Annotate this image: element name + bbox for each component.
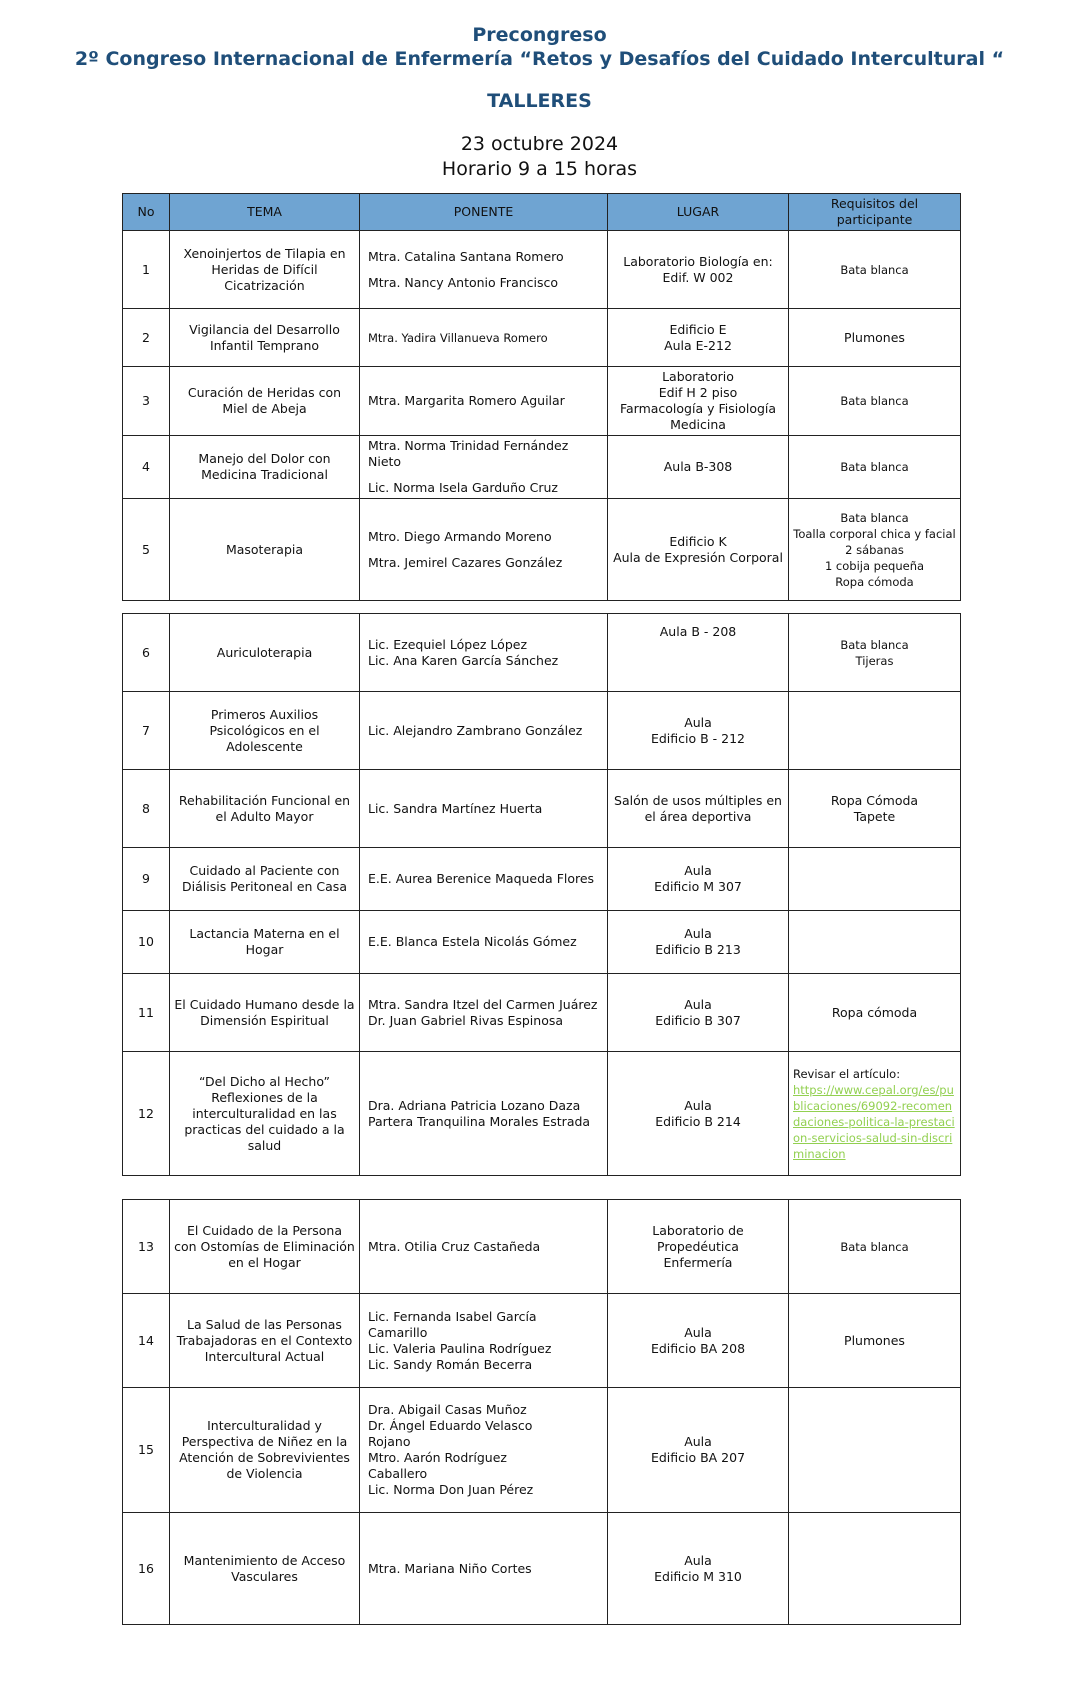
participant-requirements: [789, 848, 961, 911]
participant-requirements: [789, 974, 961, 1052]
workshop-topic: Mantenimiento de Acceso Vasculares: [170, 1513, 360, 1625]
col-lugar: LUGAR: [608, 194, 789, 231]
col-ponente: PONENTE: [360, 194, 608, 231]
table-row: [123, 499, 961, 601]
workshop-location: [608, 1052, 789, 1176]
row-number: 15: [123, 1388, 170, 1513]
speaker-line: E.E. Blanca Estela Nicolás Gómez: [368, 934, 577, 949]
location-line: Salón de usos múltiples en: [614, 792, 782, 808]
workshop-speakers: [360, 614, 608, 692]
row-number: 1: [123, 231, 170, 309]
section-title: TALLERES: [487, 90, 592, 112]
col-tema: TEMA: [170, 194, 360, 231]
workshop-speakers: [360, 436, 608, 499]
workshop-topic: “Del Dicho al Hecho” Reflexiones de la interculturalidad en las practicas del cuidado a la salud: [170, 1052, 360, 1176]
article-note: Revisar el artículo:: [793, 1066, 901, 1081]
workshop-topic: La Salud de las Personas Trabajadoras en el Contexto Intercultural Actual: [170, 1294, 360, 1388]
location-line: Propedéutica: [657, 1238, 739, 1254]
participant-requirements: [789, 436, 961, 499]
workshop-location: [608, 1200, 789, 1294]
location-line: Edificio M 307: [654, 879, 742, 894]
speaker-line: Mtra. Sandra Itzel del Carmen Juárez: [368, 996, 598, 1012]
workshops-table-1: [122, 193, 961, 601]
table-row: [123, 1052, 961, 1176]
row-number: 5: [123, 499, 170, 601]
location-line: Edif. W 002: [662, 269, 734, 285]
location-line: Aula: [684, 1434, 712, 1449]
speaker-line: Mtro. Aarón Rodríguez: [368, 1450, 507, 1465]
table-row: [123, 1294, 961, 1388]
participant-requirements: [789, 692, 961, 770]
workshop-topic: Vigilancia del Desarrollo Infantil Temprano: [170, 309, 360, 367]
workshop-location: [608, 911, 789, 974]
location-line: Edificio B 307: [655, 1012, 741, 1028]
speaker-line: Mtra. Norma Trinidad Fernández Nieto: [368, 438, 569, 469]
workshop-location: [608, 614, 789, 692]
workshop-speakers: [360, 770, 608, 848]
workshop-topic: Cuidado al Paciente con Diálisis Peritoneal en Casa: [170, 848, 360, 911]
location-line: Edificio BA 207: [650, 1450, 746, 1465]
speaker-line: Mtra. Otilia Cruz Castañeda: [368, 1238, 541, 1254]
location-line: Laboratorio: [662, 369, 734, 384]
location-line: Farmacología y Fisiología: [619, 401, 777, 416]
workshop-location: [608, 770, 789, 848]
location-line: Aula: [684, 863, 712, 878]
speaker-line: E.E. Aurea Berenice Maqueda Flores: [368, 871, 595, 886]
workshop-topic: Xenoinjertos de Tilapia en Heridas de Difícil Cicatrización: [170, 231, 360, 309]
requirement-line: Toalla corporal chica y facial: [793, 526, 956, 541]
location-line: Laboratorio Biología en:: [623, 253, 773, 269]
speaker-line: Lic. Ezequiel López López: [368, 636, 528, 652]
article-link[interactable]: https://www.cepal.org/es/publicaciones/69092-recomendaciones-politica-la-prestacion-servicios-salud-sin-discriminacion: [793, 1082, 955, 1161]
table-row: [123, 1200, 961, 1294]
location-line: Edificio BA 208: [650, 1340, 746, 1356]
speaker-line: Mtro. Diego Armando Moreno: [368, 528, 552, 544]
participant-requirements: [789, 309, 961, 367]
location-line: Aula B-308: [663, 459, 733, 474]
requirement-line: Ropa cómoda: [835, 574, 914, 589]
speaker-line: Lic. Valeria Paulina Rodríguez: [368, 1340, 552, 1356]
location-line: Aula: [684, 996, 712, 1012]
workshop-topic: El Cuidado Humano desde la Dimensión Espiritual: [170, 974, 360, 1052]
workshop-speakers: [360, 499, 608, 601]
speaker-line: Lic. Ana Karen García Sánchez: [368, 652, 559, 668]
workshop-speakers: [360, 309, 608, 367]
location-line: Edificio M 310: [654, 1568, 742, 1584]
workshop-topic: El Cuidado de la Persona con Ostomías de Eliminación en el Hogar: [170, 1200, 360, 1294]
speaker-line: Dra. Adriana Patricia Lozano Daza: [368, 1097, 581, 1113]
location-line: Aula: [684, 1552, 712, 1568]
location-line: Edif H 2 piso: [658, 385, 738, 400]
speaker-line: Lic. Alejandro Zambrano González: [368, 722, 583, 738]
location-line: Aula B - 208: [659, 624, 737, 639]
location-line: Edificio B 214: [655, 1113, 741, 1129]
speaker-line: Caballero: [368, 1466, 428, 1481]
speaker-line: Rojano: [368, 1434, 411, 1449]
workshop-topic: Masoterapia: [170, 499, 360, 601]
workshop-speakers: [360, 692, 608, 770]
speaker-line: Lic. Norma Isela Garduño Cruz: [368, 480, 558, 495]
workshop-location: [608, 1388, 789, 1513]
row-number: 2: [123, 309, 170, 367]
workshops-table-3: [122, 1199, 961, 1625]
speaker-line: Partera Tranquilina Morales Estrada: [368, 1113, 591, 1129]
workshop-speakers: [360, 1388, 608, 1513]
participant-requirements: [789, 1294, 961, 1388]
workshop-location: [608, 692, 789, 770]
requirement-line: Bata blanca: [840, 510, 909, 525]
requirement-line: Tijeras: [855, 653, 894, 668]
location-line: Aula: [684, 1097, 712, 1113]
speaker-line: Dr. Ángel Eduardo Velasco: [368, 1418, 533, 1433]
requirement-line: 2 sábanas: [845, 542, 904, 557]
location-line: Edificio B - 212: [650, 730, 746, 746]
workshop-topic: Auriculoterapia: [170, 614, 360, 692]
location-line: Aula: [684, 1324, 712, 1340]
participant-requirements: [789, 1052, 961, 1176]
workshops-table-2: [122, 613, 961, 1176]
row-number: 6: [123, 614, 170, 692]
table-row: [123, 367, 961, 436]
row-number: 12: [123, 1052, 170, 1176]
workshop-speakers: [360, 1294, 608, 1388]
workshop-topic: Manejo del Dolor con Medicina Tradicional: [170, 436, 360, 499]
participant-requirements: [789, 231, 961, 309]
workshop-topic: Interculturalidad y Perspectiva de Niñez en la Atención de Sobrevivientes de Violencia: [170, 1388, 360, 1513]
row-number: 4: [123, 436, 170, 499]
speaker-line: Mtra. Margarita Romero Aguilar: [368, 393, 565, 408]
requirement-line: Ropa cómoda: [831, 1004, 918, 1020]
requirement-line: Bata blanca: [840, 394, 909, 408]
speaker-line: Dr. Juan Gabriel Rivas Espinosa: [368, 1012, 564, 1028]
speaker-line: Camarillo: [368, 1324, 428, 1340]
requirement-line: Bata blanca: [840, 460, 909, 474]
workshop-speakers: [360, 974, 608, 1052]
row-number: 8: [123, 770, 170, 848]
speaker-line: Mtra. Catalina Santana Romero: [368, 248, 564, 264]
workshop-speakers: [360, 1200, 608, 1294]
participant-requirements: [789, 1388, 961, 1513]
speaker-line: Lic. Sandy Román Becerra: [368, 1356, 533, 1372]
speaker-line: Mtra. Jemirel Cazares González: [368, 554, 563, 570]
workshop-location: [608, 367, 789, 436]
workshop-speakers: [360, 848, 608, 911]
table-row: [123, 911, 961, 974]
workshop-speakers: [360, 231, 608, 309]
row-number: 16: [123, 1513, 170, 1625]
location-line: Edificio E: [669, 321, 727, 337]
row-number: 11: [123, 974, 170, 1052]
participant-requirements: [789, 770, 961, 848]
table-row: [123, 231, 961, 309]
participant-requirements: [789, 1200, 961, 1294]
speaker-line: Lic. Norma Don Juan Pérez: [368, 1482, 534, 1497]
row-number: 7: [123, 692, 170, 770]
participant-requirements: [789, 614, 961, 692]
workshop-location: [608, 848, 789, 911]
requirement-line: Bata blanca: [840, 1239, 909, 1254]
pre-title: Precongreso: [472, 24, 607, 46]
workshop-speakers: [360, 1052, 608, 1176]
workshop-speakers: [360, 1513, 608, 1625]
col-no: No: [123, 194, 170, 231]
location-line: Medicina: [670, 417, 726, 432]
location-line: Aula de Expresión Corporal: [613, 549, 783, 565]
requirement-line: Ropa Cómoda: [830, 792, 919, 808]
table-row: [123, 614, 961, 692]
location-line: Edificio K: [669, 533, 727, 549]
workshop-topic: Primeros Auxilios Psicológicos en el Adolescente: [170, 692, 360, 770]
requirement-line: Bata blanca: [840, 637, 909, 652]
workshop-topic: Rehabilitación Funcional en el Adulto Mayor: [170, 770, 360, 848]
table-row: [123, 1513, 961, 1625]
table-row: [123, 436, 961, 499]
requirement-line: Tapete: [853, 808, 896, 824]
participant-requirements: [789, 367, 961, 436]
workshop-location: [608, 436, 789, 499]
location-line: Aula: [684, 926, 712, 941]
speaker-line: Mtra. Mariana Niño Cortes: [368, 1560, 532, 1576]
workshop-location: [608, 974, 789, 1052]
location-line: Aula: [684, 714, 712, 730]
row-number: 10: [123, 911, 170, 974]
location-line: Enfermería: [663, 1254, 733, 1270]
participant-requirements: [789, 1513, 961, 1625]
speaker-line: Lic. Sandra Martínez Huerta: [368, 800, 543, 816]
location-line: el área deportiva: [644, 808, 752, 824]
table-row: [123, 848, 961, 911]
workshop-speakers: [360, 367, 608, 436]
row-number: 9: [123, 848, 170, 911]
table-row: [123, 1388, 961, 1513]
requirement-line: Plumones: [844, 329, 905, 345]
requirement-line: Bata blanca: [840, 262, 909, 277]
location-line: Laboratorio de: [652, 1222, 744, 1238]
col-requisitos: Requisitos del participante: [789, 194, 961, 231]
speaker-line: Dra. Abigail Casas Muñoz: [368, 1402, 527, 1417]
workshop-location: [608, 1294, 789, 1388]
workshop-location: [608, 1513, 789, 1625]
location-line: Aula E-212: [664, 337, 732, 353]
table-row: [123, 692, 961, 770]
participant-requirements: [789, 499, 961, 601]
location-line: Edificio B 213: [655, 942, 741, 957]
table-row: [123, 974, 961, 1052]
requirement-line: Plumones: [844, 1332, 905, 1348]
event-date: 23 octubre 2024: [460, 133, 619, 155]
requirement-line: 1 cobija pequeña: [824, 558, 925, 573]
row-number: 3: [123, 367, 170, 436]
workshop-speakers: [360, 911, 608, 974]
workshop-topic: Curación de Heridas con Miel de Abeja: [170, 367, 360, 436]
speaker-line: Mtra. Nancy Antonio Francisco: [368, 274, 559, 290]
table-row: [123, 770, 961, 848]
table-row: [123, 309, 961, 367]
event-time: Horario 9 a 15 horas: [441, 158, 638, 180]
row-number: 14: [123, 1294, 170, 1388]
row-number: 13: [123, 1200, 170, 1294]
workshop-topic: Lactancia Materna en el Hogar: [170, 911, 360, 974]
participant-requirements: [789, 911, 961, 974]
workshop-location: [608, 499, 789, 601]
speaker-line: Lic. Fernanda Isabel García: [368, 1308, 537, 1324]
workshop-location: [608, 231, 789, 309]
workshop-location: [608, 309, 789, 367]
congress-title: 2º Congreso Internacional de Enfermería “Retos y Desafíos del Cuidado Intercultural “: [74, 48, 1005, 70]
speaker-line: Mtra. Yadira Villanueva Romero: [368, 330, 548, 345]
